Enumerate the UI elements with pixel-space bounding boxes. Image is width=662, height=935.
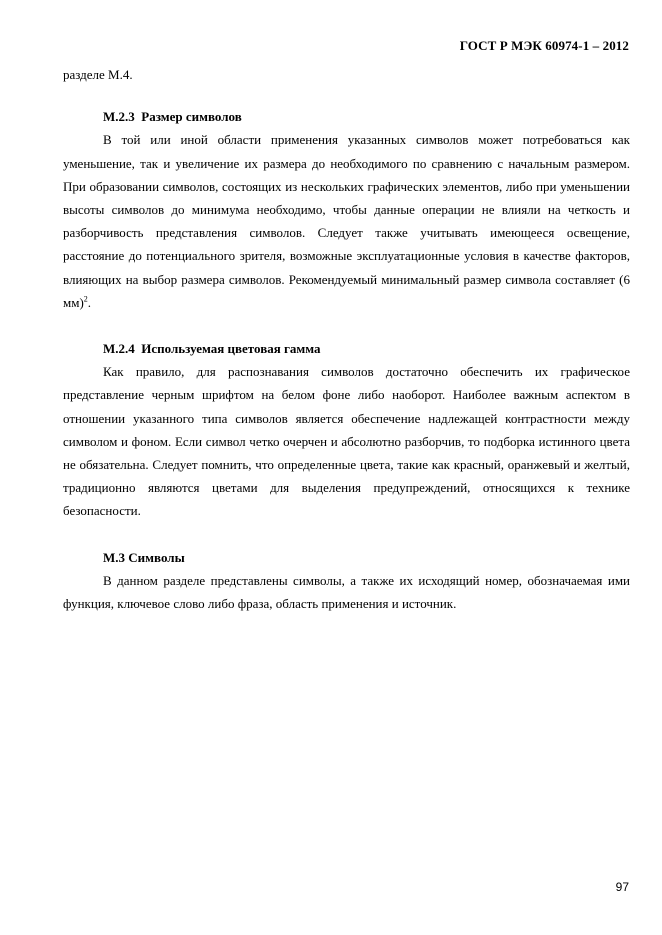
spacer	[63, 86, 630, 105]
continuation-text: разделе М.4.	[63, 67, 133, 82]
section-paragraph-m24: Как правило, для распознавания символов достаточно обеспечить их графическое представление черным шрифтом на белом фоне либо наоборот. Наиболее важным аспектом в отношении указанного типа символов является обеспечение надлежащей контрастности между символом и фоном. Если символ четко очерчен и абсолютно разборчив, то подборка истинного цвета не обязательна. Следует помнить, что определенные цвета, такие как красный, оранжевый и желтый, традиционно являются цветами для выделения предупреждений, относящихся к технике безопасности.	[63, 364, 630, 519]
section-heading-m24	[63, 337, 630, 360]
section-paragraph-m23	[63, 128, 630, 314]
section-title: Используемая цветовая гамма	[141, 341, 321, 357]
page-number: 97	[615, 880, 629, 894]
spacer	[63, 314, 630, 337]
paragraph-end: .	[87, 294, 92, 310]
footnote-marker: 2	[83, 294, 88, 304]
section-title: Размер символов	[141, 109, 242, 125]
section-paragraph-m3: В данном разделе представлены символы, а также их исходящий номер, обозначаемая ими функция, ключевое слово либо фраза, область применения и источник.	[63, 572, 630, 612]
page-content	[63, 63, 630, 615]
section-title: Символы	[128, 549, 185, 565]
section-heading-m23	[63, 105, 630, 128]
paragraph-text: В той или иной области применения указанных символов может потребоваться как уменьшение, так и увеличение их размера до необходимого по сравнению с начальным размером. При образовании символов, состоящих из нескольких графических элементов, либо при уменьшении высоты символов до минимума необходимо, чтобы данные операции не влияли на четкость и разборчивость представления символов. Следует также учитывать имеющееся освещение, расстояние до потенциального зрителя, возможные эксплуатационные условия в качестве факторов, влияющих на выбор размера символов. Рекомендуемый минимальный размер символа составляет (6 мм)	[63, 132, 630, 310]
section-number: М.3	[103, 549, 126, 565]
document-header: ГОСТ Р МЭК 60974-1 – 2012	[459, 38, 629, 53]
spacer	[63, 523, 630, 546]
section-number: М.2.3	[103, 109, 135, 125]
section-heading-m3	[63, 546, 630, 569]
section-number: М.2.4	[103, 341, 135, 357]
